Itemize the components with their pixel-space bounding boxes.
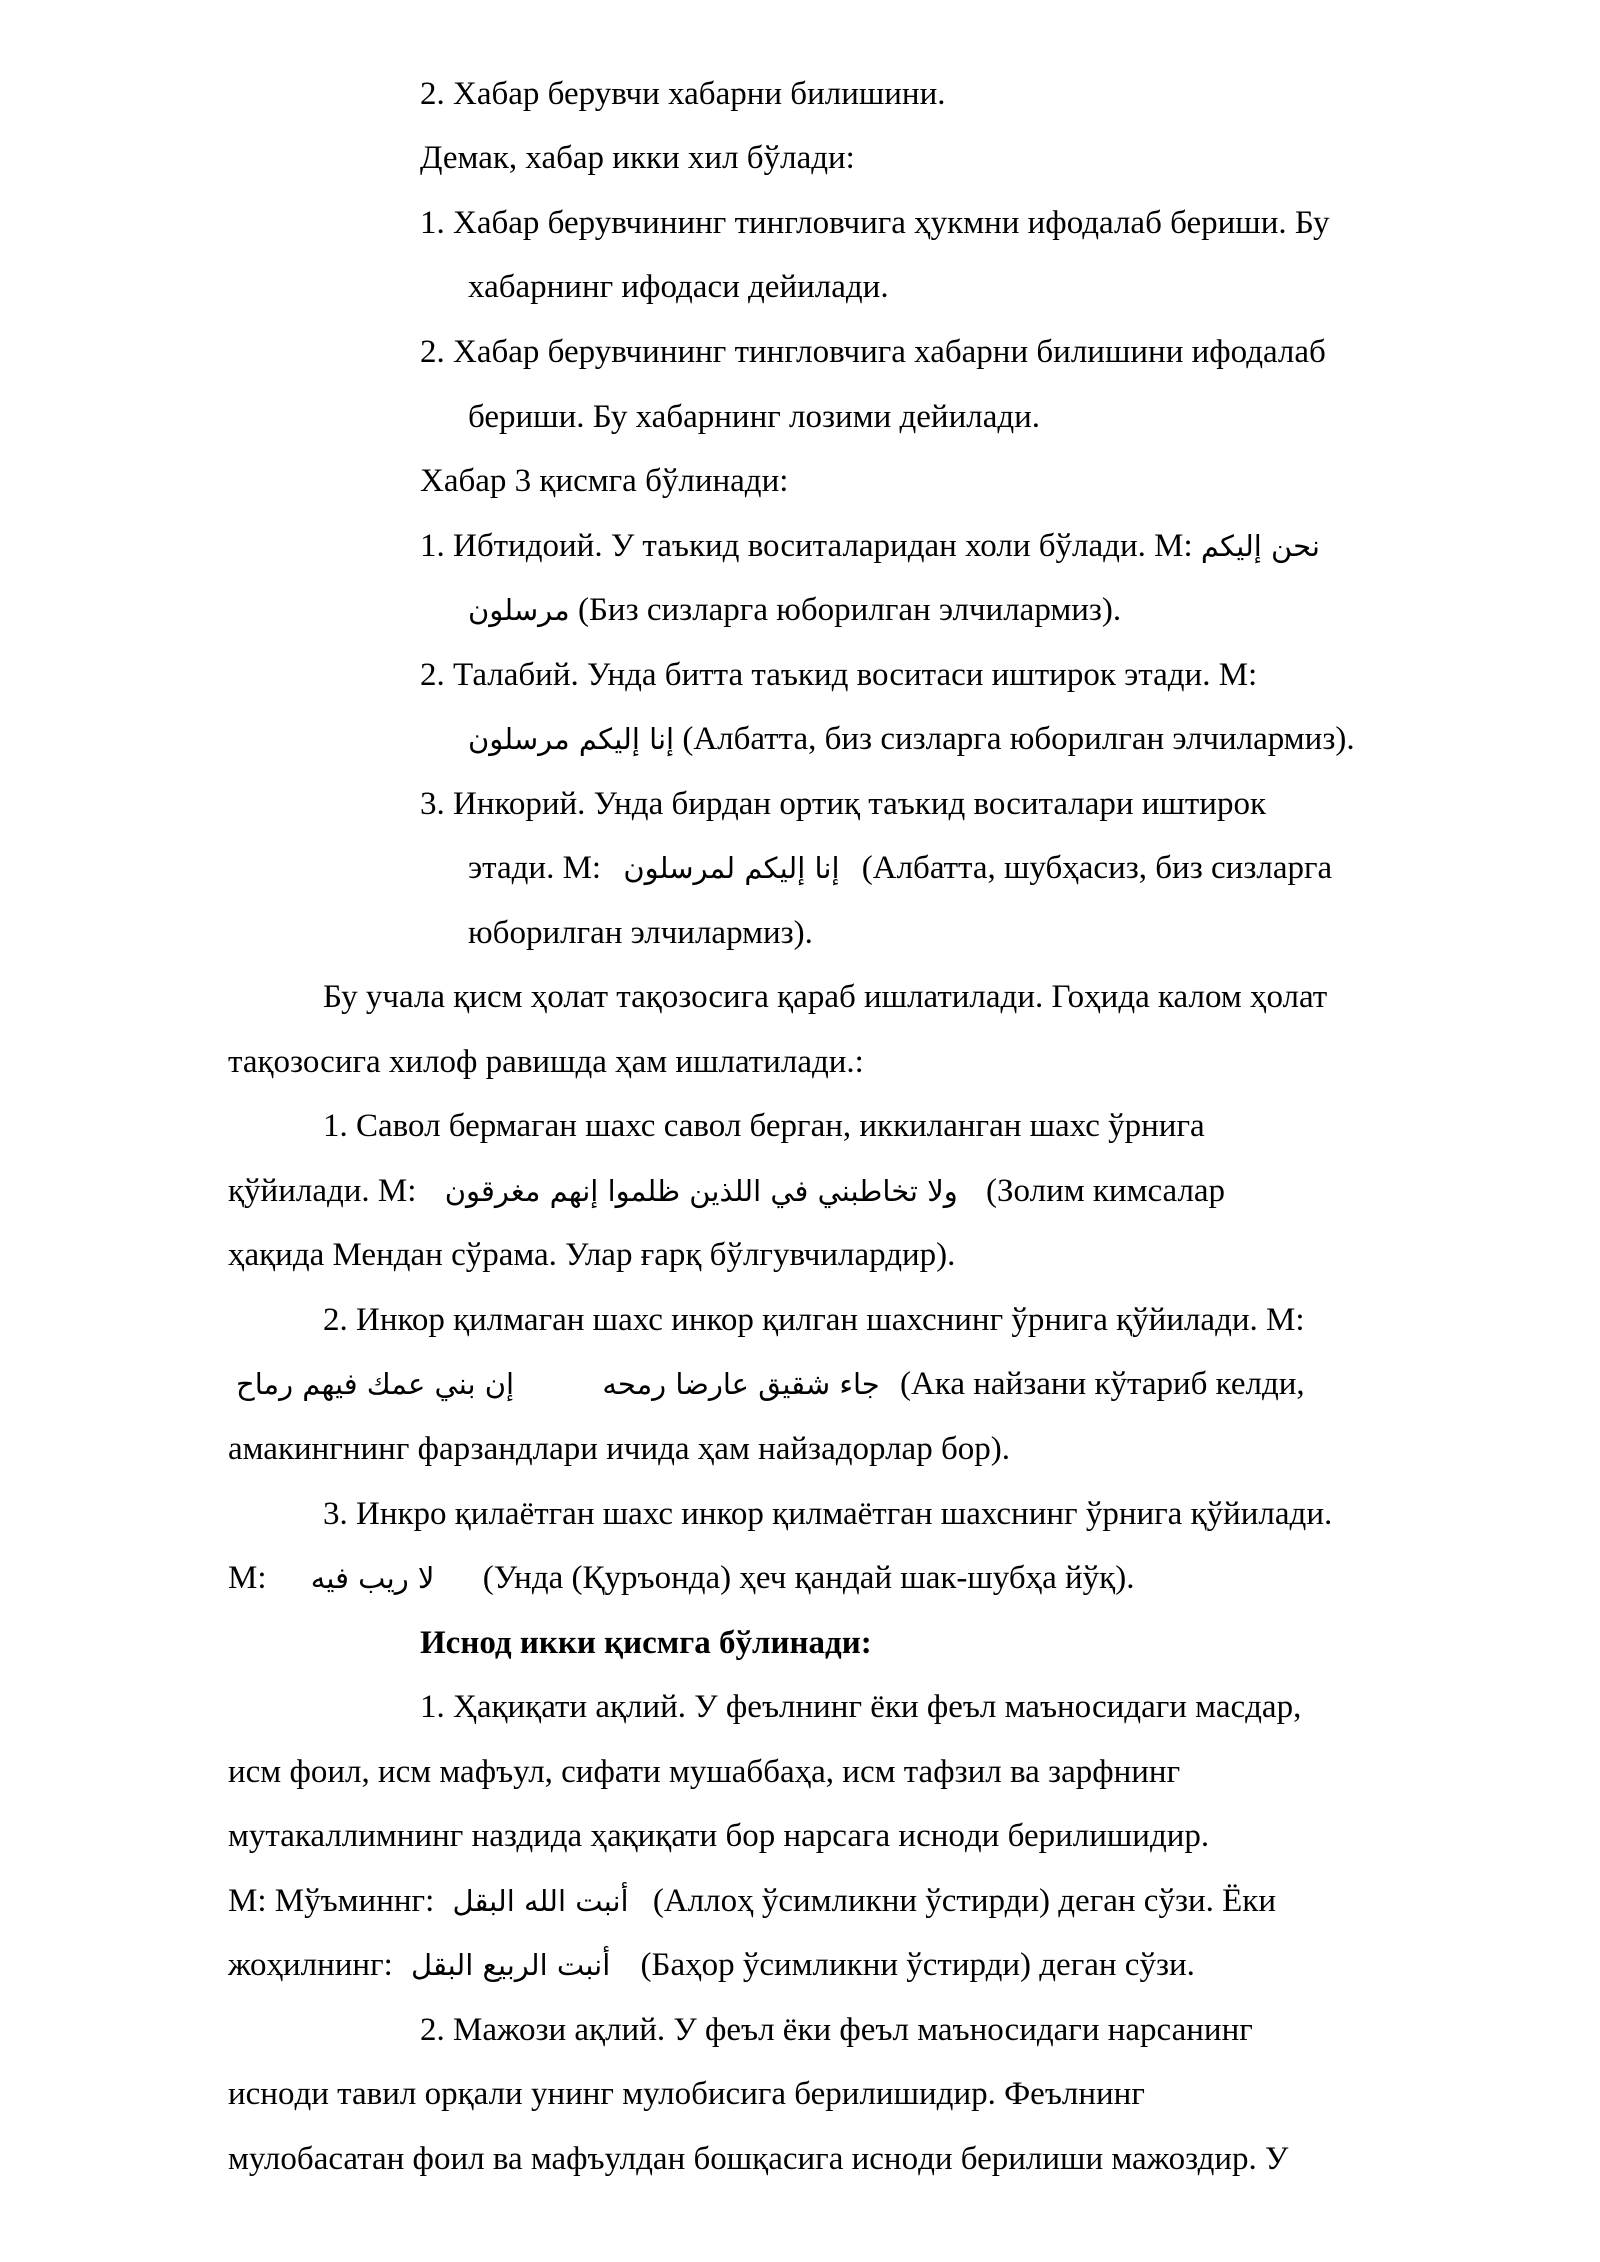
paragraph-line (228, 1171, 1225, 1211)
text-run: (Ака найзани кўтариб келди, (899, 1366, 1305, 1402)
paragraph-line (236, 1364, 1305, 1404)
list-item: 3. Инкорий. Унда бирдан ортиқ таъкид воситалари иштирок (420, 786, 1266, 822)
arabic-quote: إنا إليكم مرسلون (468, 722, 675, 756)
paragraph-line: Демак, хабар икки хил бўлади: (420, 140, 855, 176)
arabic-quote: نحن إليكم (1200, 529, 1320, 563)
list-item: 1. Хабар берувчининг тингловчига ҳукмни ифодалаб бериши. Бу (420, 205, 1330, 241)
arabic-quote: أنبت الربيع البقل (411, 1948, 611, 1982)
paragraph-line: тақозосига хилоф равишда ҳам ишлатилади.: (228, 1044, 864, 1080)
arabic-quote: لا ريب فيه (310, 1561, 435, 1595)
list-item: 2. Талабий. Унда битта таъкид воситаси иштирок этади. М: (420, 657, 1258, 693)
paragraph-line: мулобасатан фоил ва мафъулдан бошқасига иснoди берилиши мажоздир. У (228, 2141, 1289, 2177)
list-item-continuation (468, 719, 1355, 759)
text-run: (Баҳор ўсимликни ўстирди) деган сўзи. (640, 1947, 1195, 1983)
text-run: этади. М: (468, 850, 602, 886)
text-run: М: Мўъминнг: (228, 1883, 435, 1919)
paragraph-line (228, 1881, 1276, 1921)
paragraph-line (228, 1945, 1195, 1985)
arabic-quote: أنبت الله البقل (452, 1884, 629, 1918)
text-run: (Унда (Қуръонда) ҳеч қандай шак-шубҳа йўқ). (482, 1560, 1135, 1596)
list-item-continuation: хабарнинг ифодаси дейилади. (468, 269, 889, 305)
list-item (420, 526, 1320, 566)
text-run: жоҳилнинг: (228, 1947, 393, 1983)
list-item: 2. Хабар берувчи хабарни билишини. (420, 76, 946, 112)
paragraph-line: 3. Инкро қилаётган шахс инкор қилмаётган шахснинг ўрнига қўйилади. (323, 1496, 1333, 1532)
paragraph-line: ҳақида Мендан сўрама. Улар ғарқ бўлгувчилардир). (228, 1237, 956, 1273)
arabic-quote: مرسلون (468, 593, 570, 627)
list-item-continuation: бериши. Бу хабарнинг лозими дейилади. (468, 399, 1041, 435)
arabic-quote: إنا إليكم لمرسلون (623, 851, 840, 885)
text-run: (Аллоҳ ўсимликни ўстирди) деган сўзи. Ёки (652, 1883, 1276, 1919)
list-item-continuation (468, 590, 1121, 630)
text-run: (Золим кимсалар (986, 1173, 1226, 1209)
paragraph-line: исм фоил, исм мафъул, сифати мушаббаҳа, исм тафзил ва зарфнинг (228, 1754, 1181, 1790)
paragraph-line: иснoди тавил орқали унинг мулобисига берилишидир. Феълнинг (228, 2076, 1145, 2112)
text-run: қўйилади. М: (228, 1173, 417, 1209)
paragraph-line: амакингнинг фарзандлари ичида ҳам найзадорлар бор). (228, 1431, 1010, 1467)
section-heading: Иснод икки қисмга бўлинади: (420, 1625, 872, 1661)
text-run: (Биз сизларга юборилган элчилармиз). (577, 592, 1122, 628)
paragraph-line: 2. Инкор қилмаган шахс инкор қилган шахснинг ўрнига қўйилади. М: (323, 1302, 1305, 1338)
paragraph-line: Хабар 3 қисмга бўлинади: (420, 463, 789, 499)
arabic-quote: إن بني عمك فيهم رماح (236, 1367, 515, 1401)
arabic-quote: ولا تخاطبني في اللذين ظلموا إنهم مغرقون (444, 1174, 958, 1208)
text-run: М: (228, 1560, 267, 1596)
text-run: 1. Ибтидоий. У таъкид воситаларидан холи бўлади. М: (420, 528, 1193, 564)
paragraph-line: мутакаллимнинг наздида ҳақиқати бор нарсага иснoди берилишидир. (228, 1818, 1210, 1854)
text-run: (Албатта, шубҳасиз, биз сизларга (861, 850, 1333, 886)
paragraph-line: 1. Ҳақиқати ақлий. У феълнинг ёки феъл маъносидаги масдар, (420, 1689, 1302, 1725)
list-item-continuation (468, 848, 1332, 888)
list-item: 2. Хабар берувчининг тингловчига хабарни билишини ифодалаб (420, 334, 1326, 370)
list-item-continuation: юборилган элчилармиз). (468, 915, 813, 951)
paragraph-line (228, 1558, 1134, 1598)
paragraph-line: 1. Савол бермаган шахс савол берган, иккиланган шахс ўрнига (323, 1108, 1205, 1144)
paragraph-line: Бу учала қисм ҳолат тақозосига қараб ишлатилади. Гоҳида калом ҳолат (323, 979, 1328, 1015)
text-run: (Албатта, биз сизларга юборилган элчилармиз). (682, 721, 1355, 757)
paragraph-line: 2. Мажози ақлий. У феъл ёки феъл маъносидаги нарсанинг (420, 2012, 1253, 2048)
arabic-quote: جاء شقيق عارضا رمحه (602, 1367, 880, 1401)
